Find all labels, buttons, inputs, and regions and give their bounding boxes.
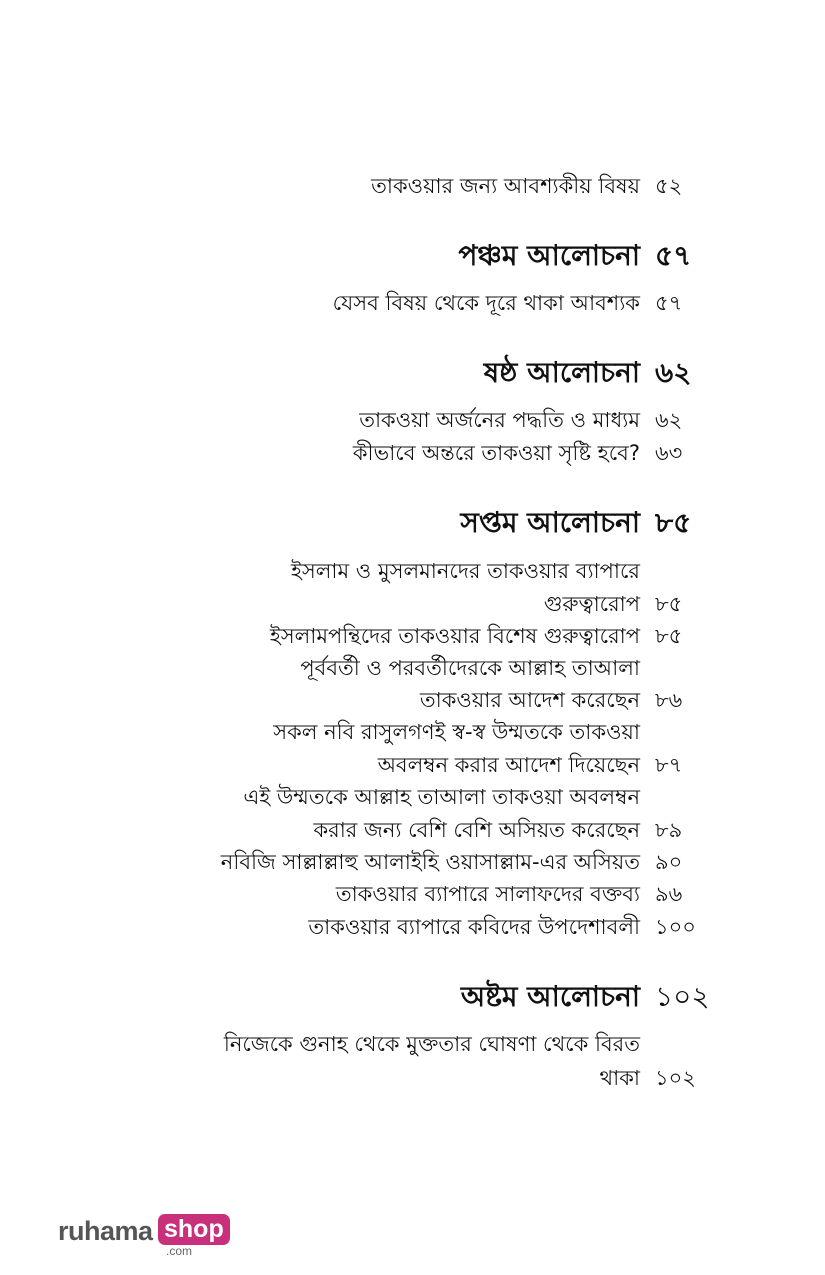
toc-entry-title: তাকওয়া অর্জনের পদ্ধতি ও মাধ্যম <box>359 408 640 432</box>
toc-entry-page: ৮৯ <box>655 818 683 842</box>
logo-shop-badge: shop <box>158 1214 230 1245</box>
toc-entry-page: ৬২ <box>655 408 683 432</box>
toc-entry-page: ৫২ <box>655 174 683 198</box>
toc-entry-page: ৫৭ <box>655 291 683 315</box>
toc-entry-title: ইসলামপন্থিদের তাকওয়ার বিশেষ গুরুত্বারোপ <box>269 624 640 648</box>
toc-entry-title: তাকওয়ার ব্যাপারে কবিদের উপদেশাবলী <box>308 915 640 939</box>
logo-com-text: .com <box>166 1244 193 1258</box>
toc-entry-title-line1: সকল নবি রাসুলগণই স্ব-স্ব উম্মতকে তাকওয়া <box>273 720 640 744</box>
toc-entry-title: কীভাবে অন্তরে তাকওয়া সৃষ্টি হবে? <box>352 441 640 465</box>
toc-entry-page: ১০২ <box>655 1066 696 1090</box>
chapter-heading-page: ১০২ <box>655 980 710 1013</box>
chapter-heading: সপ্তম আলোচনা <box>460 506 640 539</box>
toc-entry-title-line2: গুরুত্বারোপ <box>543 592 640 616</box>
toc-entry-title-line2: থাকা <box>599 1066 640 1090</box>
toc-entry-page: ৯০ <box>655 850 683 874</box>
chapter-heading-page: ৫৭ <box>655 239 692 272</box>
chapter-heading: অষ্টম আলোচনা <box>460 980 640 1013</box>
toc-entry-title-line2: তাকওয়ার আদেশ করেছেন <box>419 688 640 712</box>
toc-entry-title-line2: অবলম্বন করার আদেশ দিয়েছেন <box>377 753 640 777</box>
toc-entry-page: ১০০ <box>655 915 696 939</box>
chapter-heading-page: ৮৫ <box>655 506 692 539</box>
chapter-heading-page: ৬২ <box>655 356 692 389</box>
chapter-heading: পঞ্চম আলোচনা <box>458 239 640 272</box>
toc-entry-page: ৮৬ <box>655 688 683 712</box>
ruhamashop-logo <box>58 1210 228 1260</box>
chapter-heading: ষষ্ঠ আলোচনা <box>483 356 640 389</box>
toc-entry-page: ৮৫ <box>655 624 683 648</box>
toc-entry-page: ৮৫ <box>655 592 683 616</box>
toc-entry-page: ৬৩ <box>655 441 683 465</box>
toc-entry-title-line2: করার জন্য বেশি বেশি অসিয়ত করেছেন <box>313 818 640 842</box>
toc-entry-title-line1: ইসলাম ও মুসলমানদের তাকওয়ার ব্যাপারে <box>290 559 640 583</box>
toc-entry-title-line1: নিজেকে গুনাহ থেকে মুক্ততার ঘোষণা থেকে বিরত <box>223 1032 640 1056</box>
toc-entry-title: যেসব বিষয় থেকে দূরে থাকা আবশ্যক <box>332 291 640 315</box>
toc-entry-title-line1: এই উম্মতকে আল্লাহ তাআলা তাকওয়া অবলম্বন <box>243 785 640 809</box>
logo-ruhama-text: ruhama <box>58 1216 153 1246</box>
toc-entry-title: তাকওয়ার জন্য আবশ্যকীয় বিষয় <box>371 174 640 198</box>
toc-entry-title: নবিজি সাল্লাল্লাহু আলাইহি ওয়াসাল্লাম-এর অসিয়ত <box>220 850 640 874</box>
toc-entry-title-line1: পূর্ববর্তী ও পরবর্তীদেরকে আল্লাহ তাআলা <box>300 656 640 680</box>
toc-entry-page: ৮৭ <box>655 753 683 777</box>
toc-entry-page: ৯৬ <box>655 882 683 906</box>
toc-entry-title: তাকওয়ার ব্যাপারে সালাফদের বক্তব্য <box>335 882 640 906</box>
